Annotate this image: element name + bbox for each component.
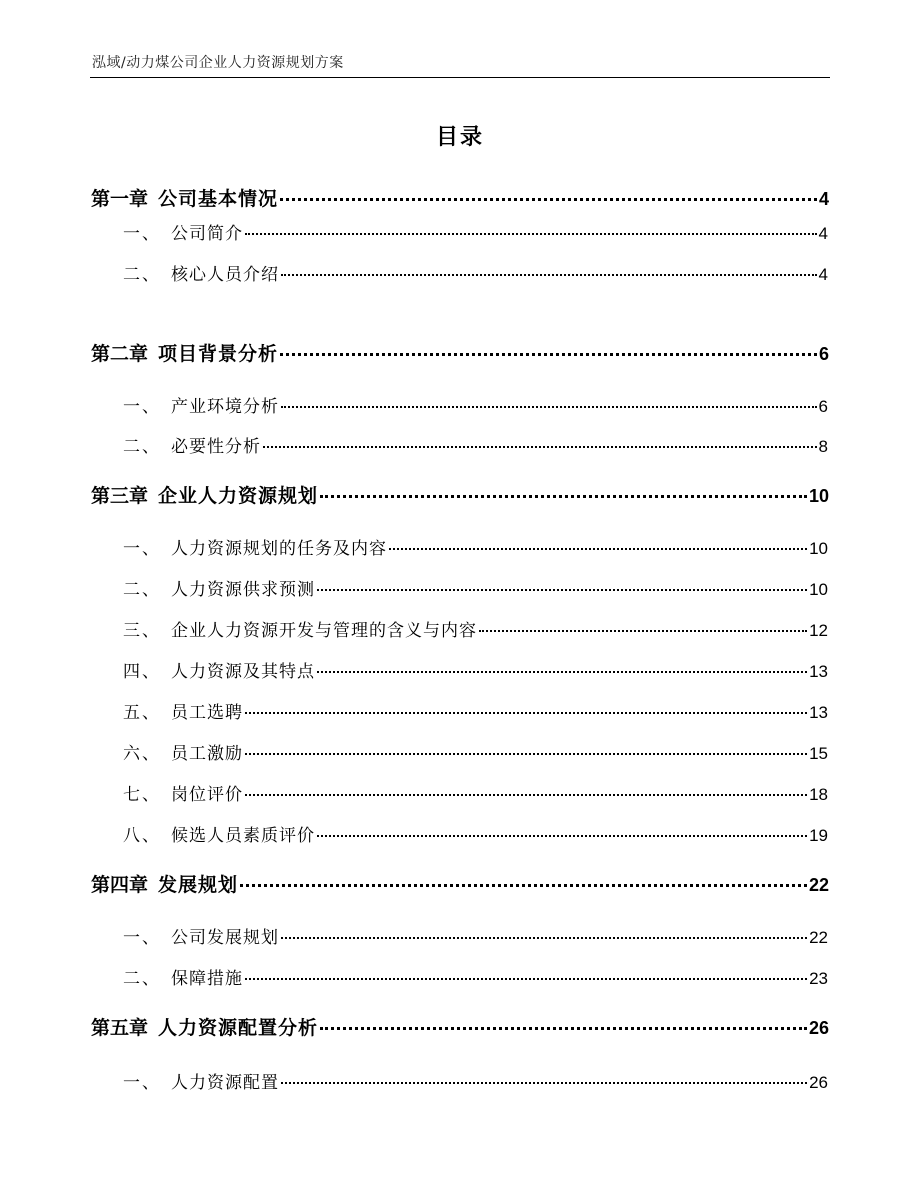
- toc-entry-label: 必要性分析: [171, 437, 261, 457]
- toc-section-entry[interactable]: [123, 657, 828, 682]
- toc-entry-number: 一、: [123, 1073, 161, 1093]
- toc-entry-number: 五、: [123, 703, 161, 723]
- toc-section-entry[interactable]: [123, 780, 828, 805]
- dot-leader: [317, 589, 807, 591]
- toc-entry-number: 一、: [123, 928, 161, 948]
- toc-entry-label: 人力资源及其特点: [171, 662, 315, 682]
- toc-chapter-entry[interactable]: [91, 184, 829, 211]
- dot-leader: [263, 446, 817, 448]
- toc-section-entry[interactable]: [123, 219, 828, 244]
- toc-entry-number: 四、: [123, 662, 161, 682]
- toc-chapter-entry[interactable]: [91, 870, 829, 897]
- toc-section-entry[interactable]: [123, 534, 828, 559]
- dot-leader: [389, 548, 807, 550]
- dot-leader: [245, 794, 807, 796]
- toc-entry-label: 企业人力资源规划: [158, 485, 319, 507]
- dot-leader: [281, 406, 817, 408]
- toc-section-entry[interactable]: [123, 260, 828, 285]
- running-header: 泓域/动力煤公司企业人力资源规划方案: [92, 55, 344, 71]
- toc-section-entry[interactable]: [123, 1068, 828, 1093]
- toc-section-entry[interactable]: [123, 923, 828, 948]
- toc-page-number: 10: [809, 580, 828, 599]
- toc-page-number: 4: [818, 224, 828, 243]
- dot-leader: [245, 978, 807, 980]
- toc-entry-label: 人力资源配置: [171, 1073, 279, 1093]
- toc-entry-number: 六、: [123, 744, 161, 764]
- toc-page-number: 12: [809, 621, 828, 640]
- toc-entry-label: 产业环境分析: [171, 397, 279, 417]
- dot-leader: [281, 274, 817, 276]
- toc-page-number: 26: [808, 1018, 829, 1038]
- dot-leader: [317, 835, 807, 837]
- dot-leader: [317, 671, 807, 673]
- toc-entry-label: 员工选聘: [171, 703, 243, 723]
- toc-entry-number: 第五章: [91, 1017, 149, 1039]
- dot-leader: [245, 753, 807, 755]
- dot-leader: [245, 712, 807, 714]
- toc-page-number: 4: [818, 189, 829, 209]
- toc-entry-label: 候选人员素质评价: [171, 826, 315, 846]
- toc-page-number: 10: [809, 539, 828, 558]
- toc-page-number: 18: [809, 785, 828, 804]
- toc-page-number: 26: [809, 1073, 828, 1092]
- toc-entry-number: 二、: [123, 580, 161, 600]
- toc-section-entry[interactable]: [123, 432, 828, 457]
- toc-entry-label: 公司发展规划: [171, 928, 279, 948]
- toc-page-number: 23: [809, 969, 828, 988]
- toc-page-number: 13: [809, 662, 828, 681]
- toc-entry-number: 第三章: [91, 485, 149, 507]
- toc-chapter-entry[interactable]: [91, 481, 829, 508]
- toc-entry-number: 第一章: [91, 188, 149, 210]
- toc-entry-number: 三、: [123, 621, 161, 641]
- toc-entry-label: 发展规划: [158, 874, 239, 896]
- toc-title: 目录: [435, 125, 484, 150]
- toc-entry-number: 二、: [123, 265, 161, 285]
- toc-section-entry[interactable]: [123, 739, 828, 764]
- dot-leader: [281, 937, 807, 939]
- toc-entry-number: 第四章: [91, 874, 149, 896]
- toc-page-number: 13: [809, 703, 828, 722]
- toc-entry-number: 二、: [123, 969, 161, 989]
- dot-leader: [479, 630, 807, 632]
- toc-section-entry[interactable]: [123, 616, 828, 641]
- toc-entry-label: 公司基本情况: [158, 188, 279, 210]
- toc-page-number: 6: [818, 397, 828, 416]
- toc-entry-label: 核心人员介绍: [171, 265, 279, 285]
- toc-entry-number: 二、: [123, 437, 161, 457]
- dot-leader: [281, 1082, 807, 1084]
- toc-entry-number: 第二章: [91, 343, 149, 365]
- dot-leader: [320, 495, 807, 498]
- dot-leader: [280, 353, 817, 356]
- dot-leader: [320, 1027, 807, 1030]
- toc-page-number: 6: [818, 344, 829, 364]
- toc-section-entry[interactable]: [123, 392, 828, 417]
- toc-chapter-entry[interactable]: [91, 1013, 829, 1040]
- toc-page-number: 8: [818, 437, 828, 456]
- toc-page-number: 10: [808, 486, 829, 506]
- toc-entry-number: 七、: [123, 785, 161, 805]
- toc-entry-number: 一、: [123, 539, 161, 559]
- toc-page-number: 22: [808, 875, 829, 895]
- toc-section-entry[interactable]: [123, 698, 828, 723]
- dot-leader: [280, 198, 817, 201]
- toc-entry-label: 公司简介: [171, 224, 243, 244]
- toc-entry-number: 一、: [123, 397, 161, 417]
- toc-page-number: 4: [818, 265, 828, 284]
- toc-entry-label: 人力资源配置分析: [158, 1017, 319, 1039]
- toc-page-number: 15: [809, 744, 828, 763]
- toc-entry-number: 八、: [123, 826, 161, 846]
- toc-page-number: 19: [809, 826, 828, 845]
- toc-page-number: 22: [809, 928, 828, 947]
- toc-entry-label: 项目背景分析: [158, 343, 279, 365]
- header-divider: [90, 77, 830, 78]
- toc-entry-label: 企业人力资源开发与管理的含义与内容: [171, 621, 477, 641]
- toc-section-entry[interactable]: [123, 821, 828, 846]
- toc-entry-label: 保障措施: [171, 969, 243, 989]
- toc-section-entry[interactable]: [123, 575, 828, 600]
- toc-entry-label: 岗位评价: [171, 785, 243, 805]
- toc-entry-label: 员工激励: [171, 744, 243, 764]
- toc-entry-number: 一、: [123, 224, 161, 244]
- dot-leader: [240, 884, 807, 887]
- toc-entry-label: 人力资源规划的任务及内容: [171, 539, 387, 559]
- toc-section-entry[interactable]: [123, 964, 828, 989]
- dot-leader: [245, 233, 817, 235]
- toc-chapter-entry[interactable]: [91, 339, 829, 366]
- toc-entry-label: 人力资源供求预测: [171, 580, 315, 600]
